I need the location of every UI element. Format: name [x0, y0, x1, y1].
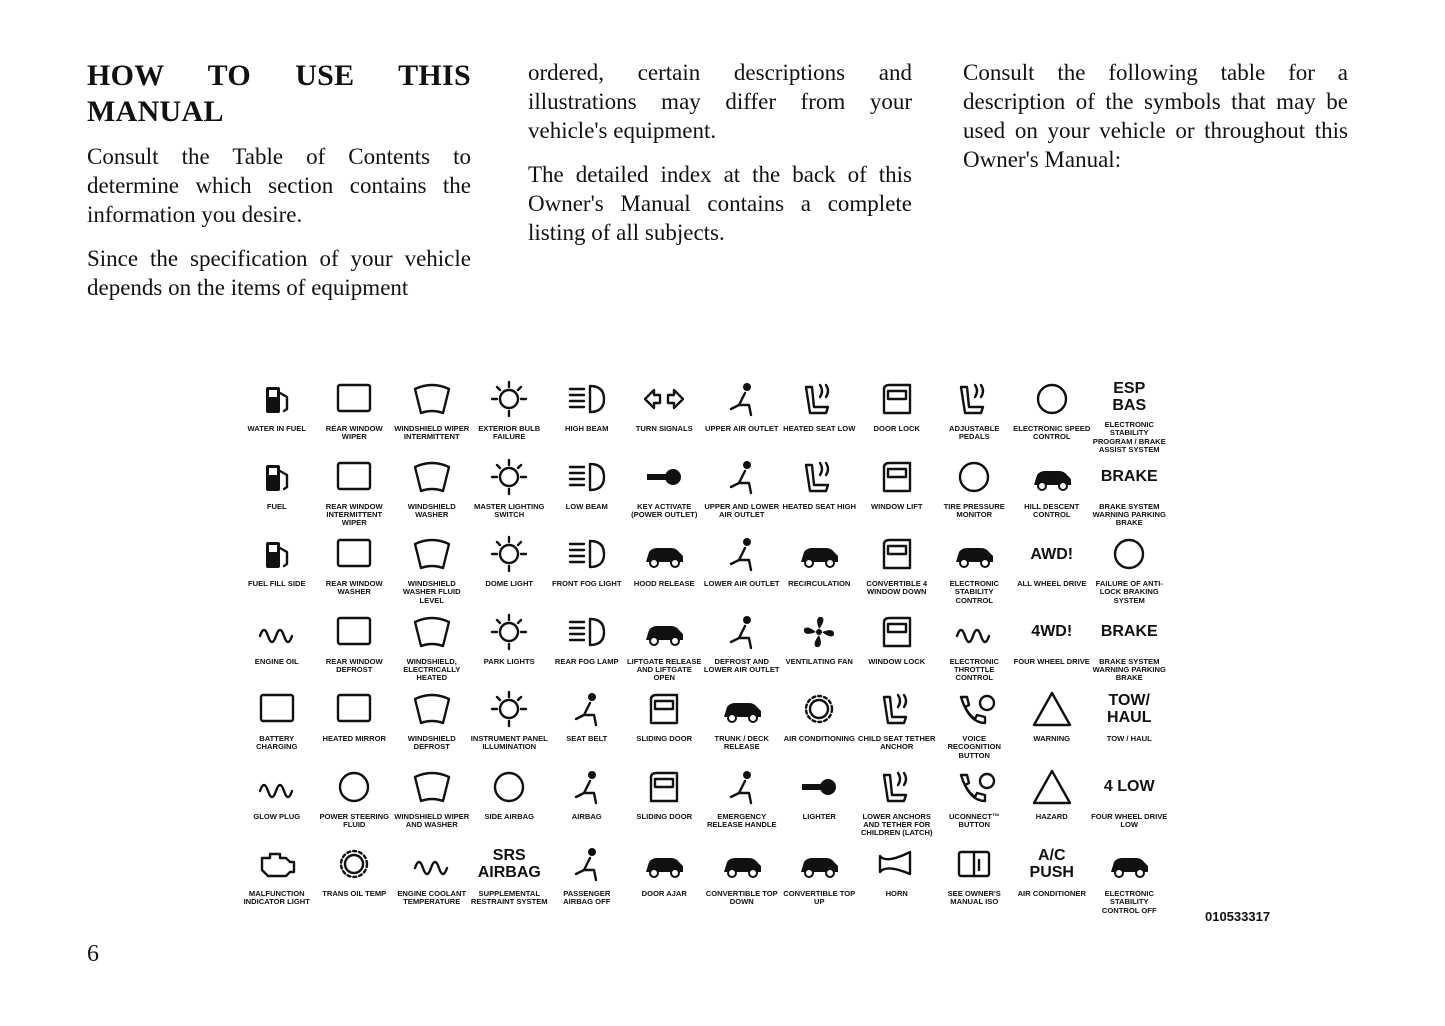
- symbol-label: CONVERTIBLE TOP UP: [783, 889, 856, 907]
- paragraph-3: The detailed index at the back of this Owner's Manual contains a complete listing of all subjects.: [528, 162, 912, 245]
- fuel-icon: [249, 455, 305, 499]
- master-lighting-icon: [481, 455, 537, 499]
- battery-icon: [249, 687, 305, 731]
- symbol-label: EXTERIOR BULB FAILURE: [478, 424, 541, 442]
- symbol-cell: [1013, 842, 1091, 920]
- rear-washer-icon: [326, 532, 382, 576]
- speed-control-icon: [1024, 377, 1080, 421]
- symbol-cell: [626, 610, 704, 688]
- symbol-label: UPPER AIR OUTLET: [704, 424, 779, 433]
- symbol-label: BATTERY CHARGING: [256, 734, 298, 752]
- symbol-cell: [703, 532, 781, 610]
- horn-icon: [869, 842, 925, 886]
- symbol-cell: [238, 532, 316, 610]
- awd-icon: [1024, 532, 1080, 576]
- symbol-label: AIR CONDITIONER: [1017, 889, 1086, 898]
- windshield-washer-icon: [404, 455, 460, 499]
- symbol-cell: [858, 455, 936, 533]
- symbol-cell: [626, 455, 704, 533]
- symbol-label: TIRE PRESSURE MONITOR: [943, 501, 1005, 519]
- symbol-cell: [1091, 455, 1169, 533]
- figure-code: 010533317: [1205, 909, 1271, 924]
- symbol-label: HILL DESCENT CONTROL: [1024, 501, 1080, 519]
- symbol-cell: [936, 842, 1014, 920]
- recirculation-icon: [791, 532, 847, 576]
- symbol-label: HOOD RELEASE: [633, 579, 695, 588]
- symbol-label: VENTILATING FAN: [785, 656, 853, 666]
- column-2: [528, 58, 912, 262]
- symbol-cell: [316, 377, 394, 455]
- symbol-cell: [703, 765, 781, 843]
- symbol-label: SLIDING DOOR: [636, 811, 693, 821]
- symbol-text: A/C PUSH: [1029, 847, 1074, 881]
- high-beam-icon: [559, 377, 615, 421]
- side-airbag-icon: [481, 765, 537, 809]
- heated-windshield-icon: [404, 610, 460, 654]
- check-engine-icon: [249, 842, 305, 886]
- 4low-icon: [1101, 765, 1157, 809]
- low-beam-icon: [559, 455, 615, 499]
- symbol-cell: [316, 687, 394, 765]
- symbol-label: HORN: [885, 889, 908, 898]
- fuel-fill-side-icon: [249, 532, 305, 576]
- symbol-label: GLOW PLUG: [253, 811, 301, 821]
- convertible-top-down-icon: [714, 842, 770, 886]
- srs-airbag-icon: [477, 842, 541, 886]
- upper-air-outlet-icon: [714, 377, 770, 421]
- symbol-cell: [858, 610, 936, 688]
- symbol-cell: [316, 610, 394, 688]
- paragraph-1: Consult the Table of Contents to determine which section contains the information you desire.: [87, 144, 471, 227]
- paragraph-4: Consult the following table for a description of the symbols that may be used on your vehicle or throughout this Owner's Manual:: [963, 60, 1348, 172]
- heated-mirror-icon: [326, 687, 382, 731]
- symbol-label: UCONNECT™ BUTTON: [948, 811, 1000, 829]
- symbol-cell: [548, 377, 626, 455]
- symbol-label: ELECTRONIC STABILITY CONTROL: [949, 579, 999, 605]
- symbol-label: FAILURE OF ANTI-LOCK BRAKING SYSTEM: [1095, 579, 1163, 605]
- page-number: 6: [87, 941, 99, 967]
- latch-icon: [869, 765, 925, 809]
- symbol-cell: [471, 532, 549, 610]
- symbol-cell: [1091, 687, 1169, 765]
- throttle-control-icon: [946, 610, 1002, 654]
- symbol-cell: [1091, 610, 1169, 688]
- front-fog-icon: [559, 532, 615, 576]
- wiper-washer-icon: [404, 765, 460, 809]
- symbol-label: ELECTRONIC THROTTLE CONTROL: [949, 656, 999, 683]
- symbol-cell: [781, 610, 859, 688]
- symbol-label: HEATED MIRROR: [322, 734, 387, 743]
- symbol-cell: [781, 687, 859, 765]
- symbol-label: WARNING: [1033, 734, 1071, 743]
- symbol-label: FRONT FOG LIGHT: [551, 579, 622, 588]
- rear-window-wiper-icon: [326, 377, 382, 421]
- symbol-cell: [548, 687, 626, 765]
- symbol-label: WINDOW LOCK: [868, 656, 926, 666]
- symbol-cell: [703, 842, 781, 920]
- symbol-label: FUEL FILL SIDE: [247, 579, 306, 588]
- seat-belt-icon: [559, 687, 615, 731]
- symbol-cell: [548, 610, 626, 688]
- symbol-label: ALL WHEEL DRIVE: [1017, 579, 1087, 588]
- symbol-cell: [316, 532, 394, 610]
- symbol-cell: [703, 610, 781, 688]
- stability-control-icon: [946, 532, 1002, 576]
- windshield-defrost-icon: [404, 687, 460, 731]
- symbol-label: UPPER AND LOWER AIR OUTLET: [704, 501, 780, 519]
- fan-icon: [791, 610, 847, 654]
- symbol-cell: [626, 687, 704, 765]
- symbol-label: DOOR LOCK: [873, 424, 920, 433]
- symbol-label: SUPPLEMENTAL RESTRAINT SYSTEM: [470, 889, 548, 907]
- symbol-label: REAR WINDOW INTERMITTENT WIPER: [325, 501, 383, 528]
- symbol-label: LOWER AIR OUTLET: [703, 579, 780, 588]
- symbol-label: FUEL: [266, 501, 287, 511]
- washer-fluid-icon: [404, 532, 460, 576]
- symbol-label: ELECTRONIC SPEED CONTROL: [1013, 424, 1091, 442]
- symbol-label: HIGH BEAM: [565, 424, 609, 433]
- symbol-label: REAR WINDOW WASHER: [325, 579, 383, 597]
- heated-seat-high-icon: [791, 455, 847, 499]
- symbol-label: ELECTRONIC STABILITY CONTROL OFF: [1101, 889, 1157, 915]
- symbol-cell: [626, 532, 704, 610]
- symbol-text: ESP BAS: [1112, 379, 1147, 414]
- symbol-label: AIR CONDITIONING: [783, 734, 855, 743]
- symbol-label: MALFUNCTION INDICATOR LIGHT: [243, 889, 310, 907]
- symbol-label: KEY ACTIVATE (POWER OUTLET): [631, 501, 698, 519]
- trans-oil-temp-icon: [326, 842, 382, 886]
- power-steering-icon: [326, 765, 382, 809]
- symbol-label: RECIRCULATION: [788, 579, 851, 588]
- symbol-table: [238, 377, 1168, 920]
- dome-light-icon: [481, 532, 537, 576]
- symbol-cell: [238, 610, 316, 688]
- page-heading: HOW TO USE THIS MANUAL: [87, 59, 471, 128]
- abs-icon: [1101, 532, 1157, 576]
- symbol-text: BRAKE: [1100, 468, 1158, 485]
- symbol-cell: [393, 610, 471, 688]
- symbol-cell: [781, 532, 859, 610]
- rear-wiper-intermittent-icon: [326, 455, 382, 499]
- symbol-text: BRAKE: [1100, 623, 1158, 640]
- symbol-cell: [781, 765, 859, 843]
- symbol-cell: [471, 765, 549, 843]
- symbol-cell: [936, 765, 1014, 843]
- symbol-cell: [936, 532, 1014, 610]
- turn-signals-icon: [636, 377, 692, 421]
- symbol-label: FOUR WHEEL DRIVE: [1013, 656, 1090, 666]
- symbol-label: ENGINE OIL: [254, 656, 299, 666]
- symbol-label: VOICE RECOGNITION BUTTON: [947, 734, 1002, 760]
- symbol-label: HEATED SEAT HIGH: [782, 501, 857, 511]
- sliding-door-icon: [636, 687, 692, 731]
- symbol-label: LOWER ANCHORS AND TETHER FOR CHILDREN (LATCH): [860, 811, 933, 838]
- ac-push-icon: [1024, 842, 1080, 886]
- symbol-cell: [471, 377, 549, 455]
- symbol-label: REAR WINDOW WIPER: [325, 424, 383, 442]
- symbol-label: LOW BEAM: [565, 501, 608, 511]
- lower-air-icon: [714, 532, 770, 576]
- symbol-cell: [781, 455, 859, 533]
- symbol-text: 4 LOW: [1103, 778, 1155, 795]
- symbol-label: REAR WINDOW DEFROST: [325, 656, 383, 674]
- defrost-lower-air-icon: [714, 610, 770, 654]
- symbol-cell: [858, 765, 936, 843]
- symbol-label: WINDSHIELD WASHER: [407, 501, 456, 519]
- symbol-label: AIRBAG: [571, 811, 602, 821]
- symbol-cell: [703, 455, 781, 533]
- symbol-label: SLIDING DOOR: [636, 734, 693, 743]
- symbol-cell: [393, 455, 471, 533]
- symbol-label: PARK LIGHTS: [483, 656, 535, 666]
- hill-descent-icon: [1024, 455, 1080, 499]
- voice-recognition-icon: [946, 687, 1002, 731]
- symbol-cell: [393, 842, 471, 920]
- symbol-label: HAZARD: [1035, 811, 1068, 821]
- symbol-cell: [316, 842, 394, 920]
- symbol-label: CHILD SEAT TETHER ANCHOR: [858, 734, 936, 752]
- window-lift-icon: [869, 455, 925, 499]
- esc-off-icon: [1101, 842, 1157, 886]
- symbol-cell: [1013, 455, 1091, 533]
- symbol-label: WINDSHIELD WIPER AND WASHER: [394, 811, 470, 829]
- symbol-cell: [471, 610, 549, 688]
- key-icon: [636, 455, 692, 499]
- symbol-cell: [936, 377, 1014, 455]
- symbol-cell: [858, 532, 936, 610]
- water-in-fuel-icon: [249, 377, 305, 421]
- symbol-label: POWER STEERING FLUID: [319, 811, 390, 829]
- bulb-failure-icon: [481, 377, 537, 421]
- windshield-wiper-icon: [404, 377, 460, 421]
- symbol-cell: [1013, 532, 1091, 610]
- symbol-label: LIFTGATE RELEASE AND LIFTGATE OPEN: [626, 656, 702, 683]
- door-ajar-icon: [636, 842, 692, 886]
- symbol-label: DOOR AJAR: [641, 889, 687, 898]
- symbol-cell: [1091, 532, 1169, 610]
- symbol-cell: [471, 842, 549, 920]
- hazard-icon: [1024, 765, 1080, 809]
- sliding-door-2-icon: [636, 765, 692, 809]
- symbol-text: SRS AIRBAG: [477, 847, 541, 881]
- 4wd-icon: [1024, 610, 1080, 654]
- brake-text-icon: [1101, 610, 1157, 654]
- rear-fog-icon: [559, 610, 615, 654]
- adjustable-pedals-icon: [946, 377, 1002, 421]
- symbol-label: WINDOW LIFT: [871, 501, 923, 511]
- symbol-cell: [1013, 765, 1091, 843]
- engine-oil-icon: [249, 610, 305, 654]
- symbol-label: BRAKE SYSTEM WARNING PARKING BRAKE: [1092, 501, 1166, 528]
- symbol-cell: [238, 377, 316, 455]
- symbol-label: REAR FOG LAMP: [554, 656, 619, 666]
- air-conditioning-icon: [791, 687, 847, 731]
- symbol-label: DEFROST AND LOWER AIR OUTLET: [703, 656, 780, 674]
- convertible-window-icon: [869, 532, 925, 576]
- symbol-label: BRAKE SYSTEM WARNING PARKING BRAKE: [1092, 656, 1166, 683]
- symbol-cell: [238, 765, 316, 843]
- warning-icon: [1024, 687, 1080, 731]
- symbol-label: ELECTRONIC STABILITY PROGRAM / BRAKE ASSIST SYSTEM: [1092, 419, 1166, 455]
- panel-illumination-icon: [481, 687, 537, 731]
- symbol-label: WINDSHIELD, ELECTRICALLY HEATED: [403, 656, 461, 683]
- symbol-cell: [238, 687, 316, 765]
- passenger-airbag-off-icon: [559, 842, 615, 886]
- symbol-label: WINDSHIELD WIPER INTERMITTENT: [394, 424, 470, 442]
- symbol-cell: [936, 455, 1014, 533]
- symbol-cell: [858, 377, 936, 455]
- symbol-label: EMERGENCY RELEASE HANDLE: [706, 811, 777, 829]
- park-lights-icon: [481, 610, 537, 654]
- symbol-cell: [316, 765, 394, 843]
- symbol-cell: [1013, 610, 1091, 688]
- symbol-cell: [1091, 842, 1169, 920]
- symbol-cell: [936, 687, 1014, 765]
- symbol-label: WINDSHIELD WASHER FLUID LEVEL: [402, 579, 461, 605]
- symbol-cell: [626, 377, 704, 455]
- symbol-cell: [936, 610, 1014, 688]
- symbol-cell: [393, 377, 471, 455]
- symbol-cell: [471, 687, 549, 765]
- symbol-cell: [703, 687, 781, 765]
- symbol-label: ENGINE COOLANT TEMPERATURE: [397, 889, 467, 907]
- symbol-label: DOME LIGHT: [485, 579, 534, 588]
- symbol-cell: [393, 765, 471, 843]
- esp-bas-icon: [1101, 377, 1157, 417]
- symbol-text: TOW/ HAUL: [1107, 692, 1152, 726]
- symbol-cell: [1091, 377, 1169, 455]
- symbol-cell: [393, 532, 471, 610]
- symbol-cell: [548, 532, 626, 610]
- symbol-cell: [858, 687, 936, 765]
- symbol-label: INSTRUMENT PANEL ILLUMINATION: [470, 734, 548, 752]
- airbag-icon: [559, 765, 615, 809]
- symbol-cell: [1091, 765, 1169, 843]
- symbol-text: AWD!: [1030, 545, 1074, 563]
- tire-pressure-icon: [946, 455, 1002, 499]
- column-3: [963, 58, 1348, 189]
- window-lock-icon: [869, 610, 925, 654]
- symbol-cell: [781, 377, 859, 455]
- hood-release-icon: [636, 532, 692, 576]
- glow-plug-icon: [249, 765, 305, 809]
- symbol-cell: [703, 377, 781, 455]
- symbol-label: SIDE AIRBAG: [484, 811, 534, 821]
- symbol-cell: [858, 842, 936, 920]
- symbol-cell: [238, 455, 316, 533]
- symbol-label: SEE OWNER'S MANUAL ISO: [947, 889, 1001, 907]
- symbol-cell: [626, 765, 704, 843]
- emergency-release-icon: [714, 765, 770, 809]
- symbol-label: WATER IN FUEL: [247, 424, 306, 433]
- symbol-text: 4WD!: [1031, 623, 1073, 640]
- symbol-cell: [626, 842, 704, 920]
- brake-warning-icon: [1101, 455, 1157, 499]
- symbol-cell: [1013, 377, 1091, 455]
- paragraph-2-continued: ordered, certain descriptions and illustrations may differ from your vehicle's equipment.: [528, 60, 912, 143]
- upper-lower-air-icon: [714, 455, 770, 499]
- symbol-cell: [471, 455, 549, 533]
- uconnect-icon: [946, 765, 1002, 809]
- symbol-label: PASSENGER AIRBAG OFF: [563, 889, 611, 907]
- symbol-cell: [548, 455, 626, 533]
- child-seat-anchor-icon: [869, 687, 925, 731]
- symbol-label: FOUR WHEEL DRIVE LOW: [1091, 811, 1168, 829]
- symbol-label: TRUNK / DECK RELEASE: [714, 734, 769, 752]
- manual-icon: [946, 842, 1002, 886]
- paragraph-2: Since the specification of your vehicle depends on the items of equipment: [87, 246, 471, 300]
- door-lock-icon: [869, 377, 925, 421]
- symbol-label: TURN SIGNALS: [635, 424, 693, 433]
- symbol-cell: [1013, 687, 1091, 765]
- symbol-cell: [393, 687, 471, 765]
- rear-defrost-icon: [326, 610, 382, 654]
- symbol-cell: [548, 765, 626, 843]
- lighter-icon: [791, 765, 847, 809]
- symbol-label: CONVERTIBLE 4 WINDOW DOWN: [866, 579, 928, 597]
- column-1: [87, 58, 471, 317]
- symbol-label: WINDSHIELD DEFROST: [407, 734, 456, 752]
- symbol-cell: [316, 455, 394, 533]
- symbol-label: LIGHTER: [802, 811, 836, 821]
- coolant-temp-icon: [404, 842, 460, 886]
- tow-haul-icon: [1101, 687, 1157, 731]
- symbol-label: TRANS OIL TEMP: [322, 889, 387, 898]
- symbol-cell: [781, 842, 859, 920]
- liftgate-icon: [636, 610, 692, 654]
- symbol-cell: [548, 842, 626, 920]
- heated-seat-icon: [791, 377, 847, 421]
- symbol-label: ADJUSTABLE PEDALS: [949, 424, 1000, 442]
- symbol-label: MASTER LIGHTING SWITCH: [474, 501, 545, 519]
- symbol-cell: [238, 842, 316, 920]
- symbol-label: CONVERTIBLE TOP DOWN: [705, 889, 778, 907]
- symbol-label: SEAT BELT: [566, 734, 608, 743]
- convertible-top-up-icon: [791, 842, 847, 886]
- trunk-release-icon: [714, 687, 770, 731]
- symbol-label: TOW / HAUL: [1106, 734, 1152, 743]
- symbol-label: HEATED SEAT LOW: [783, 424, 856, 433]
